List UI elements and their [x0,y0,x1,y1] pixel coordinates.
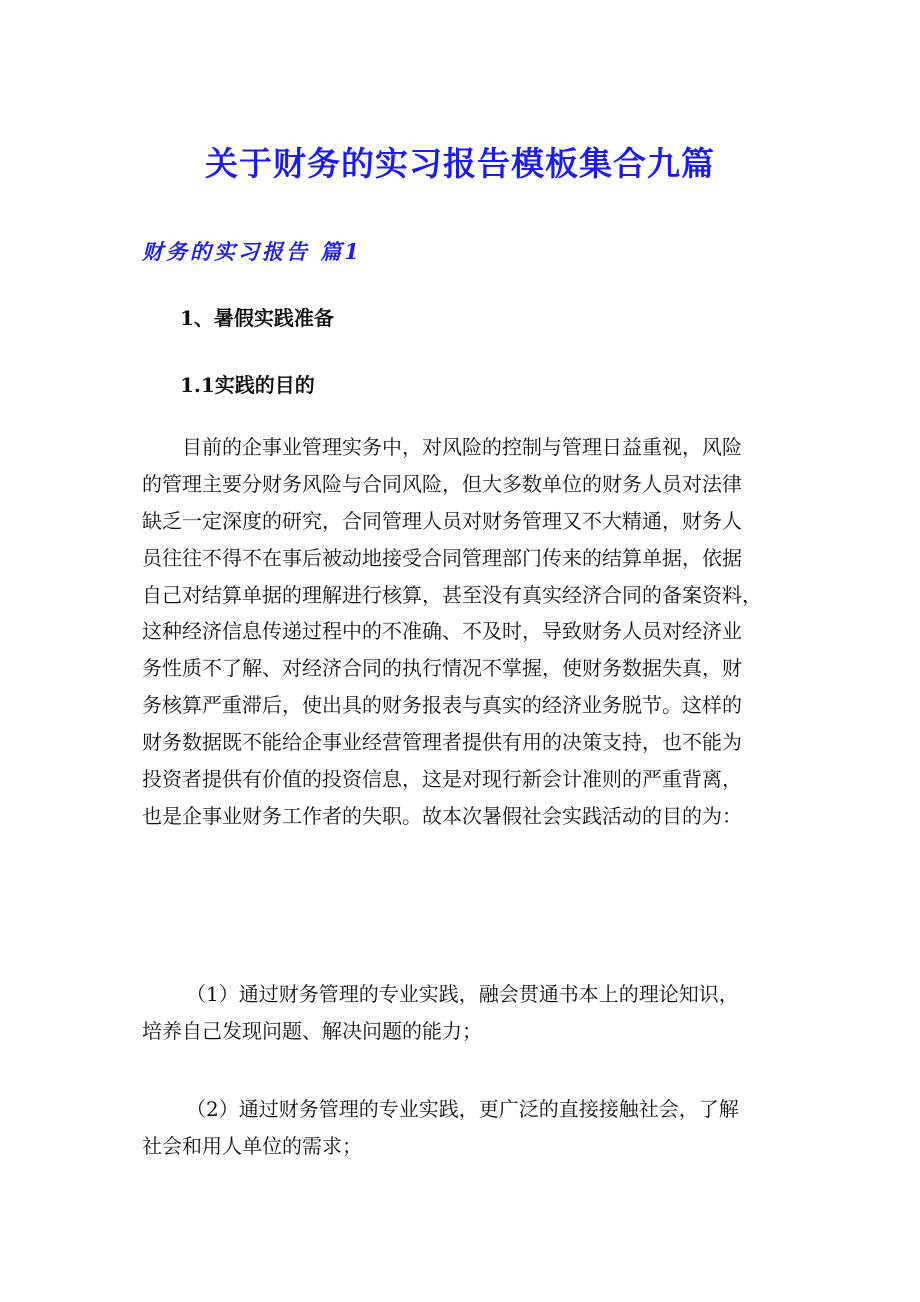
paragraph-line: 也是企事业财务工作者的失职。故本次暑假社会实践活动的目的为： [142,803,742,828]
document-title: 关于财务的实习报告模板集合九篇 [205,144,715,183]
paragraph-line: 的管理主要分财务风险与合同风险，但大多数单位的财务人员对法律 [142,471,742,496]
list-item-line: （2）通过财务管理的专业实践，更广泛的直接接触社会，了解 [186,1097,739,1121]
paragraph-line: 自己对结算单据的理解进行核算，甚至没有真实经济合同的备案资料， [142,582,762,607]
main-paragraph [142,429,782,835]
list-item-line: （1）通过财务管理的专业实践，融会贯通书本上的理论知识， [186,982,739,1006]
list-item-line: 培养自己发现问题、解决问题的能力； [142,1018,482,1043]
list-item-2 [142,1091,782,1165]
paragraph-line: 这种经济信息传递过程中的不准确、不及时，导致财务人员对经济业 [142,619,742,644]
paragraph-line: 目前的企事业管理实务中，对风险的控制与管理日益重视，风险 [182,435,742,459]
section-heading: 财务的实习报告 篇1 [142,239,362,264]
subheading-practice-purpose: 1.1实践的目的 [180,373,315,397]
list-item-1 [142,976,782,1050]
paragraph-line: 缺乏一定深度的研究，合同管理人员对财务管理又不大精通，财务人 [142,508,742,533]
paragraph-line: 投资者提供有价值的投资信息，这是对现行新会计准则的严重背离， [142,767,742,792]
paragraph-line: 务性质不了解、对经济合同的执行情况不掌握，使财务数据失真，财 [142,656,742,681]
paragraph-line: 员往往不得不在事后被动地接受合同管理部门传来的结算单据，依据 [142,545,742,570]
paragraph-line: 务核算严重滞后，使出具的财务报表与真实的经济业务脱节。这样的 [142,693,742,718]
paragraph-line: 财务数据既不能给企事业经营管理者提供有用的决策支持，也不能为 [142,730,742,755]
list-item-line: 社会和用人单位的需求； [142,1133,362,1158]
subheading-summer-practice-preparation: 1、暑假实践准备 [180,306,334,330]
